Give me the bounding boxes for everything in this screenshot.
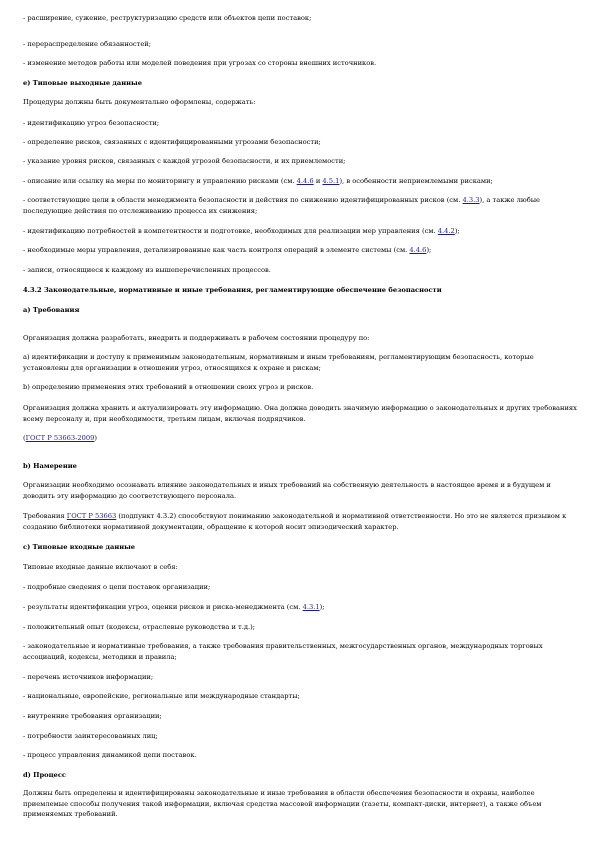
text-paragraph: Организации необходимо осознавать влияние законодательных и иных требований на собственную деятельность в настоящее время и в будущем и доводить эту информацию до соответствующего персонала.	[23, 481, 551, 500]
text-segment: - соответствующие цели в области менеджмента безопасности и действия по снижению идентифицированных рисков (см.	[23, 196, 463, 204]
reference-link[interactable]: ГОСТ Р 53663-2009	[25, 434, 95, 442]
text-paragraph: Должны быть определены и идентифицированы законодательные и иные требования в области обеспечения безопасности и охраны, наиболее приемлемые способы получения такой информации, включая средства массовой информации (газеты, компакт-диски, интернет), а также объем применяемых требований.	[23, 789, 542, 818]
text-line: - записи, относящиеся к каждому из вышеперечисленных процессов.	[23, 266, 271, 274]
text-segment: и	[313, 177, 323, 185]
text-line: - указание уровня рисков, связанных с каждой угрозой безопасности, и их приемлемости;	[23, 157, 346, 165]
section-heading: a) Требования	[23, 306, 80, 314]
text-segment: );	[426, 246, 432, 254]
reference-link[interactable]: 4.4.6	[296, 177, 314, 185]
section-heading: 4.3.2 Законодательные, нормативные и иные требования, регламентирующие обеспечение безопасности	[23, 286, 442, 294]
text-line: - определение рисков, связанных с идентифицированными угрозами безопасности;	[23, 138, 321, 146]
text-line: - изменение методов работы или моделей поведения при угрозах со стороны внешних источников.	[23, 59, 377, 67]
text-paragraph: Организация должна хранить и актуализировать эту информацию. Она должна доводить значимую информацию о законодательных и других требованиях всему персоналу и, при необходимости, третьим лицам, включая подрядчиков.	[23, 404, 577, 423]
reference-link[interactable]: ГОСТ Р 53663	[66, 512, 117, 520]
text-line: - положительный опыт (кодексы, отраслевые руководства и т.д.);	[23, 623, 255, 631]
text-segment: (подпункт 4.3.2) способствуют пониманию законодательной и нормативной ответственности. Но это не является призывом к созданию библиотеки нормативной документации, обращение к которой носит эпизодический характер.	[23, 512, 567, 531]
source-citation	[23, 433, 581, 444]
text-segment: - результаты идентификации угроз, оценки рисков и риска-менеджмента (см.	[23, 603, 303, 611]
text-line: - расширение, сужение, реструктуризацию средств или объектов цепи поставок;	[23, 14, 312, 22]
reference-link[interactable]: 4.3.3	[462, 196, 480, 204]
text-line: - перераспределение обязанностей;	[23, 40, 151, 48]
text-line: - перечень источников информации;	[23, 673, 154, 681]
text-segment: - необходимые меры управления, детализированные как часть контроля операций в элементе системы (см.	[23, 246, 410, 254]
text-segment: );	[319, 603, 325, 611]
text-segment: - описание или ссылку на меры по мониторингу и управлению рисками (см.	[23, 177, 297, 185]
text-line: - подробные сведения о цепи поставок организации;	[23, 583, 211, 591]
text-line: Организация должна разработать, внедрить и поддерживать в рабочем состоянии процедуру по:	[23, 334, 370, 342]
text-line: - процесс управления динамикой цепи поставок.	[23, 751, 197, 759]
text-line: - внутренние требования организации;	[23, 712, 162, 720]
text-paragraph	[23, 195, 581, 216]
text-line	[23, 176, 581, 187]
text-paragraph	[23, 511, 581, 532]
reference-link[interactable]: 4.3.1	[302, 603, 320, 611]
text-segment: )	[94, 434, 98, 442]
text-paragraph: - законодательные и нормативные требования, а также требования правительственных, межгосударственных органов, международных торговых ассоциаций, кодексы, методики и правила;	[23, 642, 543, 661]
text-segment: ), в особенности неприемлемыми рисками;	[339, 177, 493, 185]
text-line: Процедуры должны быть документально оформлены, содержать:	[23, 98, 256, 106]
text-paragraph: a) идентификации и доступу к применимым законодательным, нормативным и иным требованиям, регламентирующим безопасность, которые установлены для организации в отношении угроз, относящихся к охране и рискам;	[23, 353, 534, 372]
text-line: - идентификацию угроз безопасности;	[23, 119, 160, 127]
text-segment: ), а также любые последующие действия по отслеживанию процесса их снижения;	[23, 196, 540, 215]
text-segment: );	[454, 227, 460, 235]
section-heading: d) Процесс	[23, 771, 66, 779]
section-heading: b) Намерение	[23, 462, 77, 470]
text-line: Типовые входные данные включают в себя:	[23, 563, 178, 571]
text-line: - национальные, европейские, региональные или международные стандарты;	[23, 692, 300, 700]
text-segment: Требования	[23, 512, 67, 520]
text-line: b) определению применения этих требований в отношении своих угроз и рисков.	[23, 383, 314, 391]
text-line	[23, 245, 581, 256]
reference-link[interactable]: 4.5.1	[322, 177, 340, 185]
section-heading: e) Типовые выходные данные	[23, 79, 142, 87]
text-segment: - идентификацию потребностей в компетентности и подготовке, необходимых для реализации мер управления (см.	[23, 227, 438, 235]
text-line	[23, 602, 581, 613]
section-heading: c) Типовые входные данные	[23, 543, 136, 551]
text-line: - потребности заинтересованных лиц;	[23, 732, 158, 740]
text-segment: (	[23, 434, 26, 442]
reference-link[interactable]: 4.4.6	[409, 246, 427, 254]
text-line	[23, 226, 581, 237]
reference-link[interactable]: 4.4.2	[437, 227, 455, 235]
